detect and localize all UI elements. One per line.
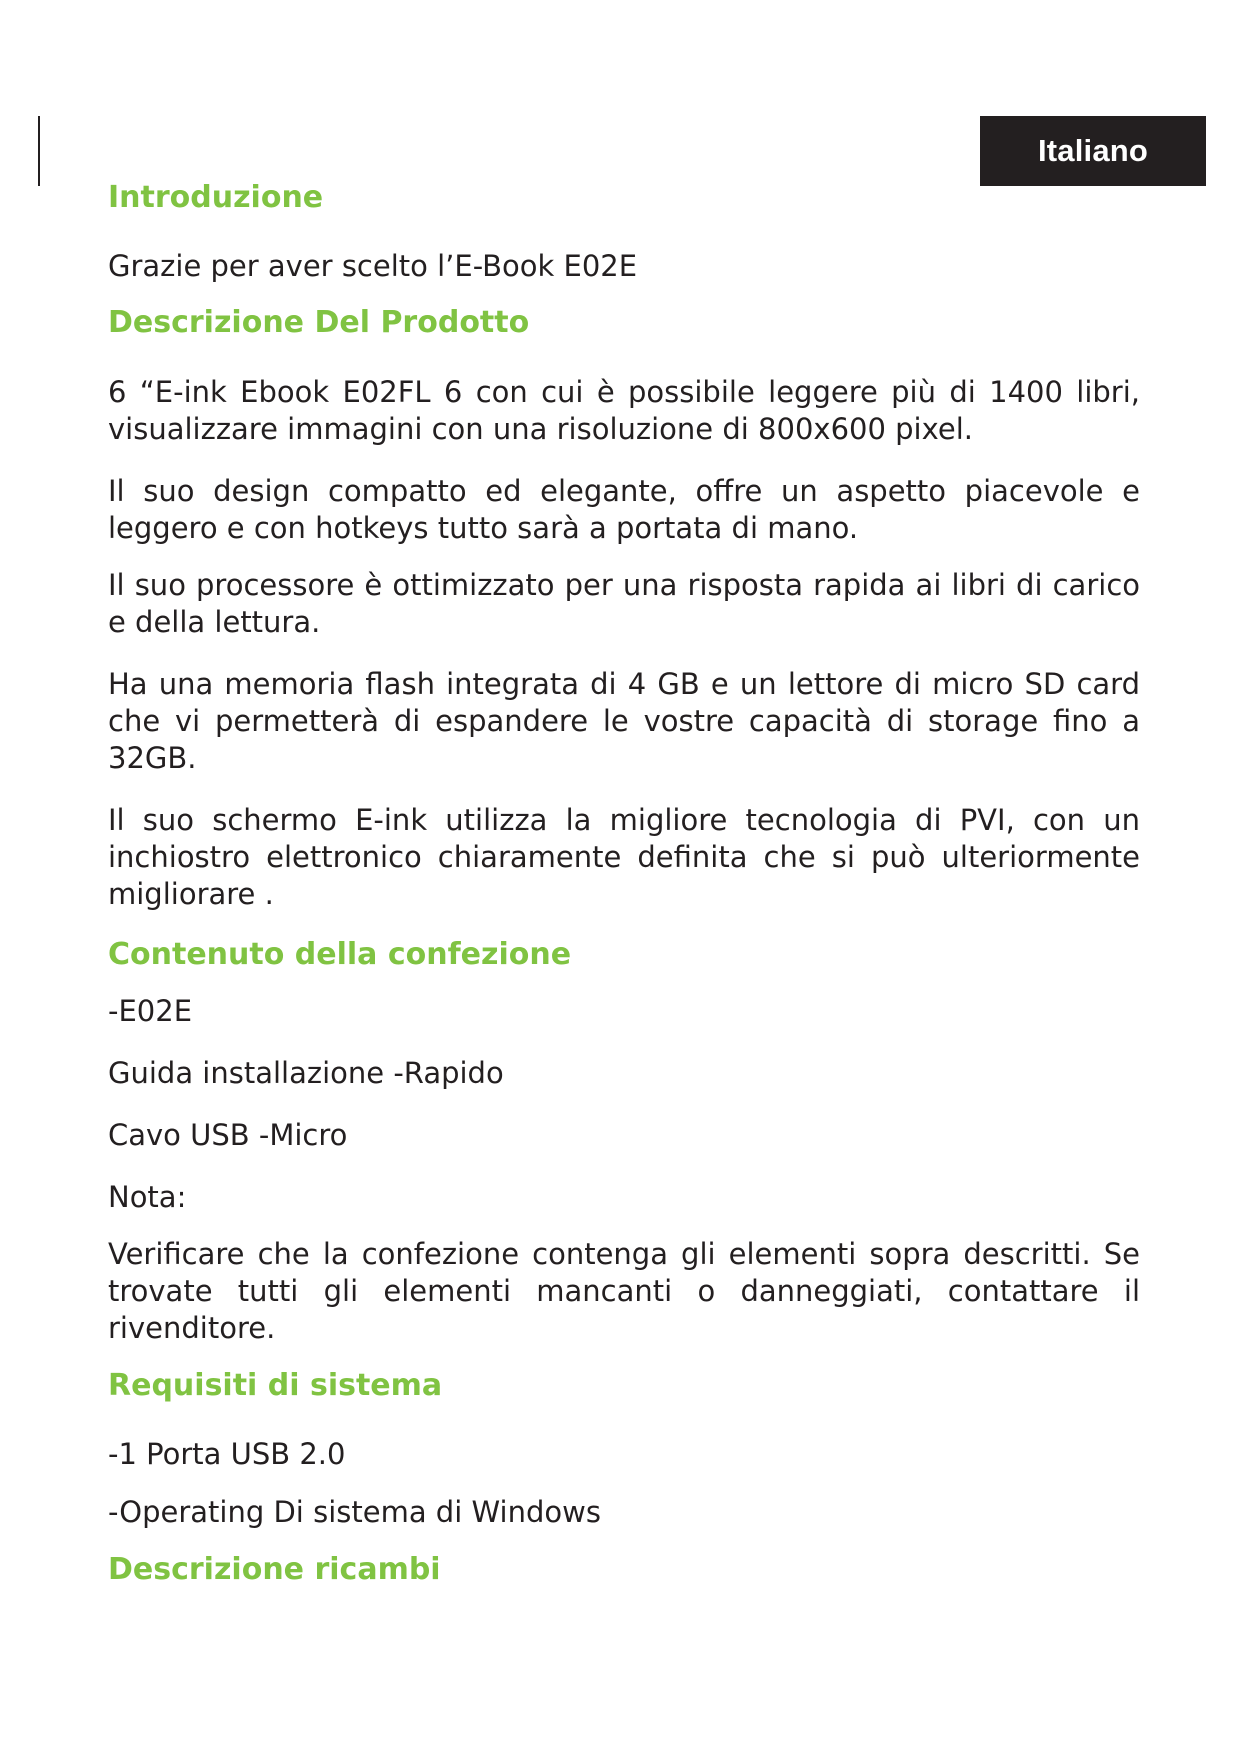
package-note-text: Verificare che la confezione contenga gli elementi sopra descritti. Se trovate tutti gli elementi mancanti o danneggiati, contattare il rivenditore. bbox=[108, 1237, 1140, 1345]
requirement-item: -Operating Di sistema di Windows bbox=[108, 1495, 601, 1529]
package-note-label: Nota: bbox=[108, 1180, 187, 1214]
package-heading: Contenuto della confezione bbox=[108, 937, 572, 972]
margin-bar bbox=[38, 116, 40, 186]
description-paragraph: Il suo design compatto ed elegante, offre un aspetto piacevole e leggero e con hotkeys tutto sarà a portata di mano. bbox=[108, 474, 1140, 545]
description-paragraph: 6 “E-ink Ebook E02FL 6 con cui è possibile leggere più di 1400 libri, visualizzare immagini con una risoluzione di 800x600 pixel. bbox=[108, 375, 1140, 446]
intro-heading: Introduzione bbox=[108, 180, 324, 215]
description-paragraph: Il suo processore è ottimizzato per una risposta rapida ai libri di carico e della lettura. bbox=[108, 568, 1140, 639]
document-body bbox=[108, 180, 1140, 1588]
language-tab: Italiano bbox=[980, 116, 1206, 186]
description-paragraph: Ha una memoria flash integrata di 4 GB e un lettore di micro SD card che vi permetterà di espandere le vostre capacità di storage fino a 32GB. bbox=[108, 667, 1140, 775]
package-item: Guida installazione -Rapido bbox=[108, 1056, 504, 1090]
package-item: -E02E bbox=[108, 994, 193, 1028]
requirement-item: -1 Porta USB 2.0 bbox=[108, 1437, 346, 1471]
description-paragraph: Il suo schermo E-ink utilizza la migliore tecnologia di PVI, con un inchiostro elettronico chiaramente definita che si può ulteriormente migliorare . bbox=[108, 803, 1140, 911]
spare-parts-heading: Descrizione ricambi bbox=[108, 1552, 441, 1587]
description-heading: Descrizione Del Prodotto bbox=[108, 305, 530, 340]
package-item: Cavo USB -Micro bbox=[108, 1118, 348, 1152]
intro-text: Grazie per aver scelto l’E-Book E02E bbox=[108, 249, 638, 283]
requirements-heading: Requisiti di sistema bbox=[108, 1368, 443, 1403]
